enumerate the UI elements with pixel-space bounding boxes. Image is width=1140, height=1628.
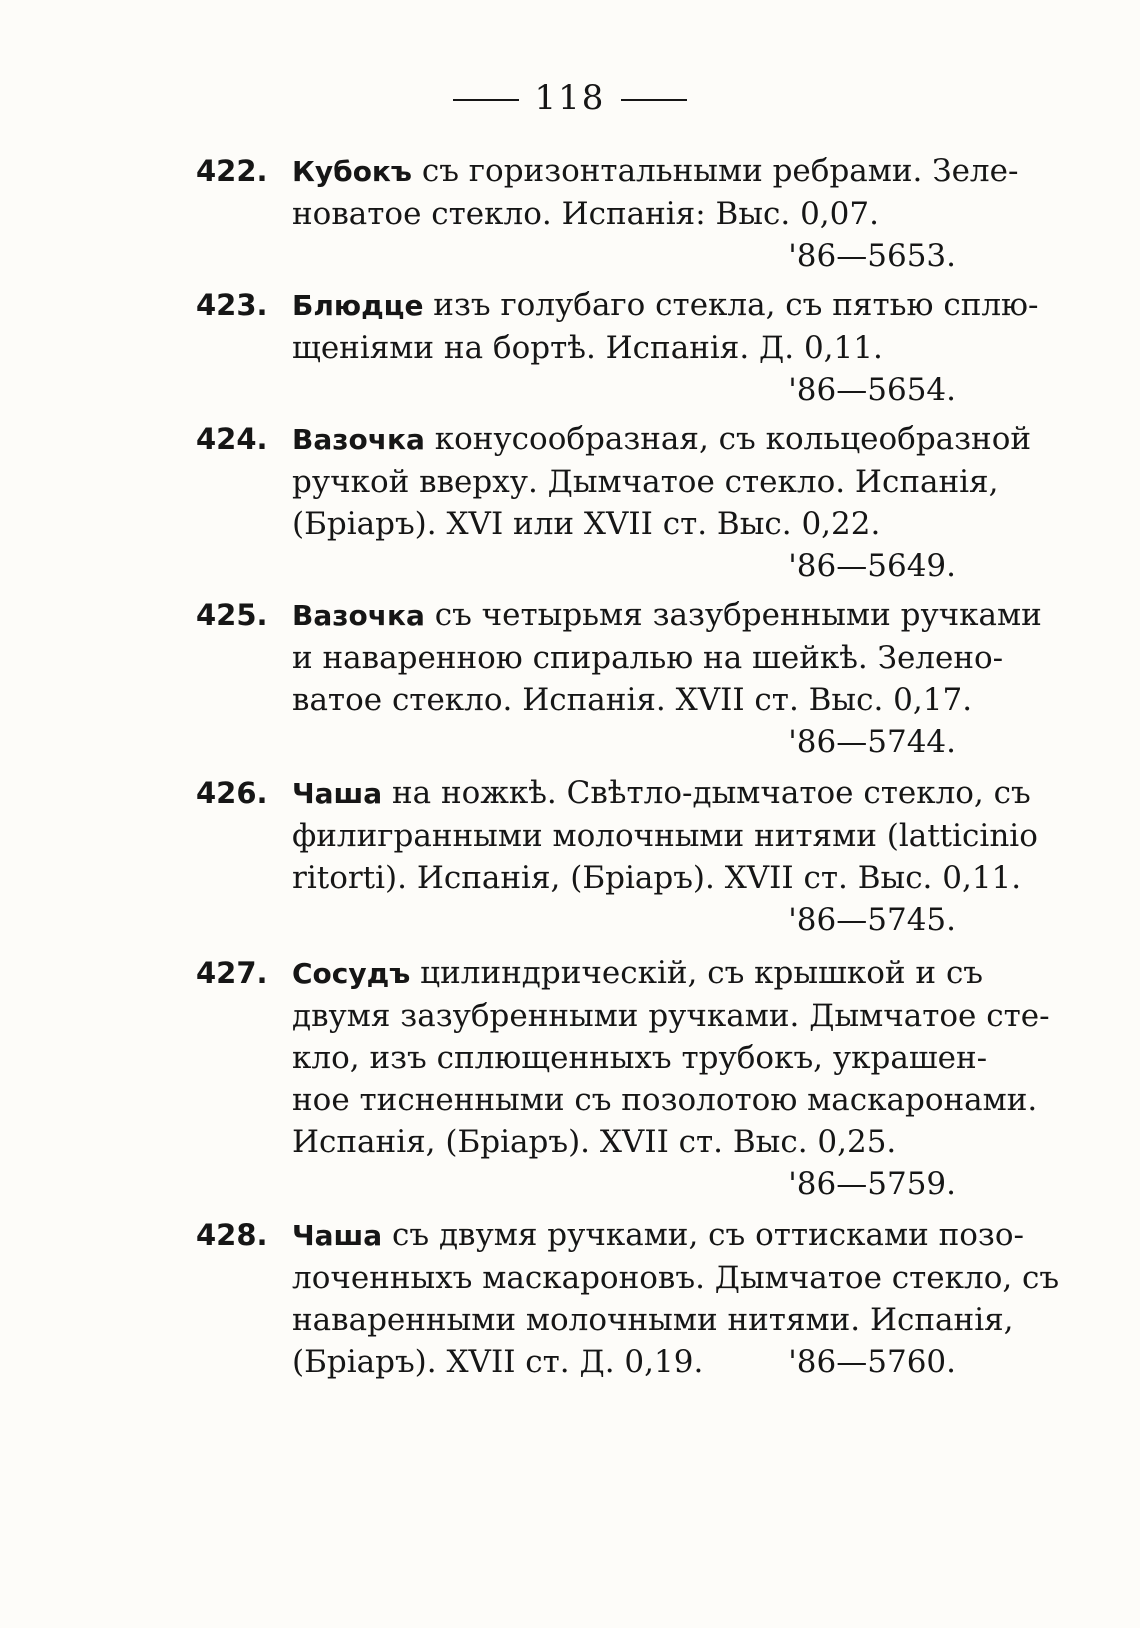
entry-line	[292, 1037, 1016, 1079]
entry-line-text: кло, изъ сплющенныхъ трубокъ, украшен-	[292, 1040, 988, 1076]
entry-line	[292, 1121, 1016, 1163]
entry-line-text: ватое стекло. Испанія. XVII ст. Выс. 0,17.	[292, 682, 973, 718]
entry-number: 427.	[196, 956, 268, 990]
catalog-entry	[196, 150, 1019, 277]
entry-line-text: ное тисненными съ позолотою маскаронами.	[292, 1082, 1038, 1118]
entry-title: Чаша	[292, 1219, 383, 1252]
entry-line-text: на ножкѣ. Свѣтло-дымчатое стекло, съ	[392, 775, 1031, 811]
entry-line	[292, 679, 1016, 721]
entry-line	[292, 594, 1042, 637]
entry-line-text: ручкой вверху. Дымчатое стекло. Испанія,	[292, 464, 999, 500]
entry-line-text: изъ голубаго стекла, съ пятью сплю-	[433, 287, 1039, 323]
catalog-entry	[196, 952, 1050, 1205]
entry-title: Кубокъ	[292, 155, 412, 188]
entry-line-text: съ четырьмя зазубренными ручками	[434, 597, 1042, 633]
entry-line	[292, 327, 1016, 369]
entry-line	[292, 284, 1039, 327]
inventory-number: '86—5653.	[788, 238, 956, 274]
catalog-entry	[196, 594, 1042, 763]
inventory-number: '86—5744.	[788, 724, 956, 760]
entry-line-text: щеніями на бортѣ. Испанія. Д. 0,11.	[292, 330, 883, 366]
entry-line-text: новатое стекло. Испанія: Выс. 0,07.	[292, 196, 879, 232]
entry-line	[292, 952, 1016, 995]
entry-line	[292, 150, 1019, 193]
entry-line-text: Испанія, (Бріаръ). XVII ст. Выс. 0,25.	[292, 1124, 897, 1160]
entry-line-text: (Бріаръ). XVII ст. Д. 0,19.	[292, 1344, 704, 1380]
entry-text	[292, 594, 1042, 721]
entry-line-text: ritorti). Испанія, (Бріаръ). XVII ст. Выс. 0,11.	[292, 860, 1022, 896]
entry-line	[292, 1257, 1060, 1299]
entry-line	[292, 1299, 1016, 1341]
entry-line-text: филигранными молочными нитями (latticinio	[292, 818, 1038, 854]
entry-title: Сосудъ	[292, 957, 411, 990]
entry-line	[292, 418, 1032, 461]
catalog-entry	[196, 284, 1039, 411]
entry-line	[292, 995, 1050, 1037]
entry-line-text: лоченныхъ маскароновъ. Дымчатое стекло, съ	[292, 1260, 1060, 1296]
catalog-entry	[196, 1214, 1060, 1383]
entry-line-text: и наваренною спиралью на шейкѣ. Зелено-	[292, 640, 1004, 676]
entry-line	[292, 815, 1038, 857]
inventory-number: '86—5745.	[788, 902, 956, 938]
inventory-number: '86—5759.	[788, 1166, 956, 1202]
entry-text	[292, 1214, 1060, 1383]
entry-line-text: наваренными молочными нитями. Испанія,	[292, 1302, 1014, 1338]
entry-line	[292, 772, 1031, 815]
entry-number: 422.	[196, 154, 268, 188]
entry-line-text: съ горизонтальными ребрами. Зеле-	[421, 153, 1019, 189]
catalog-entry	[196, 772, 1038, 941]
header-rule-left	[453, 99, 519, 101]
catalog-entry	[196, 418, 1032, 587]
entry-line	[292, 193, 1016, 235]
entry-line-text: (Бріаръ). XVI или XVII ст. Выс. 0,22.	[292, 506, 881, 542]
entry-title: Вазочка	[292, 423, 425, 456]
entry-line-text: съ двумя ручками, съ оттисками позо-	[392, 1217, 1024, 1253]
entry-line-text: цилиндрическій, съ крышкой и съ	[420, 955, 984, 991]
header-rule-right	[621, 99, 687, 101]
entry-text	[292, 952, 1050, 1163]
entry-line-text: двумя зазубренными ручками. Дымчатое сте-	[292, 998, 1050, 1034]
entry-number: 425.	[196, 598, 268, 632]
entry-title: Блюдце	[292, 289, 424, 322]
inventory-number: '86—5649.	[788, 548, 956, 584]
entry-number: 426.	[196, 776, 268, 810]
entry-line	[292, 1341, 1016, 1383]
entry-line-text: конусообразная, съ кольцеобразной	[434, 421, 1032, 457]
entry-number: 424.	[196, 422, 268, 456]
entry-text	[292, 150, 1019, 235]
entry-title: Чаша	[292, 777, 383, 810]
inventory-number: '86—5760.	[788, 1344, 956, 1380]
entry-line	[292, 1079, 1038, 1121]
entry-line	[292, 857, 1022, 899]
entry-text	[292, 418, 1032, 545]
entry-line	[292, 461, 1016, 503]
inventory-number: '86—5654.	[788, 372, 956, 408]
entry-line	[292, 637, 1016, 679]
entry-title: Вазочка	[292, 599, 425, 632]
entry-text	[292, 284, 1039, 369]
entry-number: 423.	[196, 288, 268, 322]
entry-text	[292, 772, 1038, 899]
entry-line	[292, 1214, 1024, 1257]
page-number: 118	[534, 78, 606, 118]
entry-line	[292, 503, 1016, 545]
entry-number: 428.	[196, 1218, 268, 1252]
page-header	[0, 78, 1140, 118]
